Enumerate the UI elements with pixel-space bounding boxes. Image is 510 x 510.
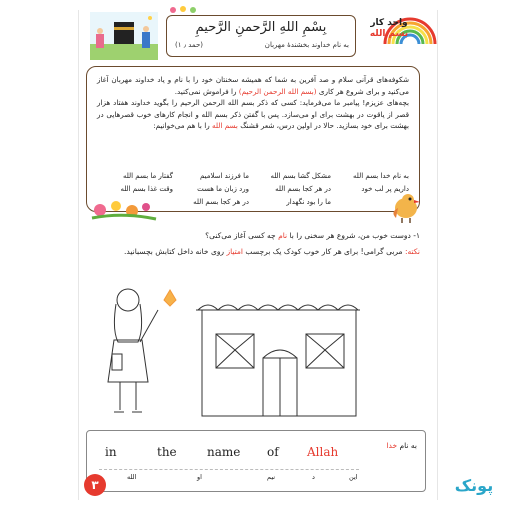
flowers-decoration-icon bbox=[88, 194, 158, 224]
poem-line: وقت غذا بسم الله bbox=[120, 185, 173, 193]
english-word: of bbox=[267, 445, 279, 459]
poem-line: گفتار ما بسم الله bbox=[122, 172, 173, 180]
writing-practice-box bbox=[86, 430, 426, 492]
note-end: روی خانه داخل کتابش بچسبانید. bbox=[124, 247, 225, 256]
english-word-allah: Allah bbox=[307, 445, 339, 459]
kaaba-illustration bbox=[90, 12, 158, 60]
poem-line: به نام خدا بسم الله bbox=[353, 172, 409, 180]
writing-line bbox=[99, 469, 359, 471]
english-word: in bbox=[105, 445, 117, 459]
translit-word: نیم bbox=[267, 473, 276, 481]
practice-label bbox=[386, 441, 417, 450]
basmala-box bbox=[166, 15, 356, 57]
poem-line: داریم پر لب خود bbox=[361, 185, 409, 193]
paragraph-2: بچه‌های عزیزم! پیامبر ما می‌فرماید: کسی که ذکر بسم الله الرحمن الرحیم را بگوید خداوند هفتاد هزار قصر از یاقوت در بهشت برای او می‌سازد. پس با گفتن ذکر بسم الله و انجام کارهای خوب قصرهایی در بهشت برای خود بسازید. حالا در اولین درس، شعر قشنگ bbox=[97, 98, 409, 131]
basmala-translation: به نام خداوند بخشندهٔ مهربان bbox=[264, 41, 349, 49]
note-highlight: امتیاز bbox=[226, 247, 243, 256]
practice-label-b: خدا bbox=[386, 441, 398, 450]
unit-label bbox=[360, 18, 418, 52]
translit-word: د bbox=[312, 473, 315, 481]
poem-line: در هر کجا بسم الله bbox=[193, 198, 249, 206]
girl-outline-icon bbox=[108, 289, 158, 412]
poem bbox=[120, 172, 409, 212]
bird-icon bbox=[386, 190, 426, 224]
paragraph-1: شکوفه‌های قرآنی سلام و صد آفرین به شما که همیشه سخنتان خود را با نام و یاد خداوند مهربان آغاز می‌کنید و برای شروع هر کاری bbox=[97, 75, 409, 96]
english-word: name bbox=[207, 445, 241, 459]
unit-title: واحد کار bbox=[370, 18, 408, 28]
teacher-note bbox=[108, 247, 420, 256]
question-1 bbox=[150, 231, 420, 240]
practice-label-a: به نام bbox=[399, 441, 417, 450]
reading-paragraph bbox=[97, 74, 409, 132]
translit-word: این bbox=[349, 473, 358, 481]
coloring-drawing bbox=[98, 270, 398, 420]
poem-line: ما را بود نگهدار bbox=[286, 198, 331, 206]
poem-line: ما فرزند اسلامیم bbox=[199, 172, 249, 180]
paragraph-1-end: را فراموش نمی‌کنید. bbox=[174, 86, 237, 96]
paragraph-2-highlight: بسم الله bbox=[212, 121, 238, 131]
poem-line: ورد زبان ما هست bbox=[197, 185, 249, 193]
reading-frame bbox=[86, 66, 420, 212]
paragraph-2-end: را با هم می‌خوانیم: bbox=[153, 121, 210, 131]
basmala-text: بِسْمِ اللهِ الرَّحمنِ الرَّحیمِ bbox=[195, 20, 327, 35]
translit-word: او bbox=[197, 473, 202, 481]
poem-line: مشکل گشا بسم الله bbox=[270, 172, 331, 180]
question-1-highlight: نام bbox=[278, 231, 288, 240]
question-1-end: چه کسی آغاز می‌کنی؟ bbox=[205, 231, 276, 240]
question-1-text: ۱- دوست خوب من، شروع هر سخنی را با bbox=[289, 231, 420, 240]
brand-logo: پونک bbox=[454, 476, 494, 495]
poem-line: در هر کجا بسم الله bbox=[275, 185, 331, 193]
english-word: the bbox=[157, 445, 177, 459]
page-number-badge: ۳ bbox=[84, 474, 106, 496]
note-text: مربی گرامی! برای هر کار خوب کودک یک برچسب bbox=[245, 247, 403, 256]
verse-reference: (حمد ٫ ١) bbox=[175, 41, 204, 49]
translit-word: الله bbox=[127, 473, 137, 481]
house-outline-icon bbox=[196, 305, 360, 416]
paragraph-1-highlight: (بسم الله الرحمن الرحیم) bbox=[238, 86, 317, 96]
note-label: نکته: bbox=[404, 247, 420, 256]
unit-name: بسم الله bbox=[369, 29, 409, 39]
